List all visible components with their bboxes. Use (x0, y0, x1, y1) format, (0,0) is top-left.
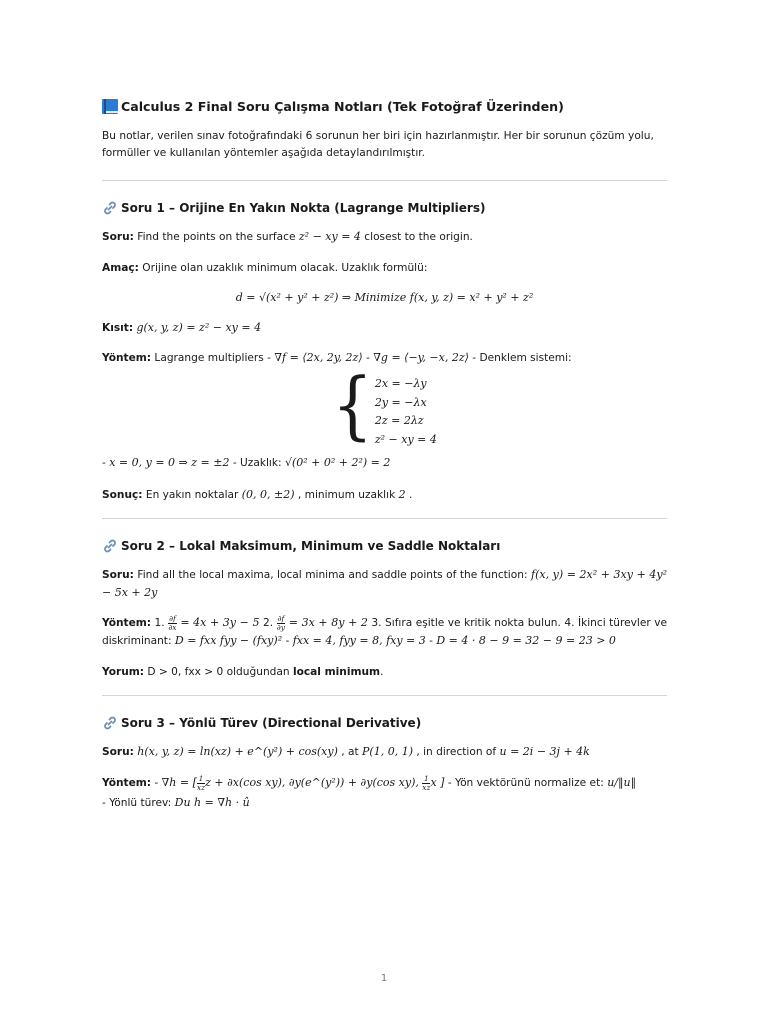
s2-method: Yöntem: 1. $\frac{\partial f}{\partial x}$ = 4x + 3y − 5 2. $\frac{\partial f}{\partial y}$ = 3x + 8y + 2 3. Sıfıra eşitle ve kritik nokta bulun. 4. İkinci türevler ve diskriminant: D = fxx fyy − (fxy)² - fxx = 4, fyy = 8, fxy = 3 - D = 4 · 8 − 9 = 32 − 9 = 23 > 0 (102, 613, 668, 647)
book-icon (102, 99, 118, 114)
section-1-title: Soru 1 – Orijine En Yakın Nokta (Lagrange Multipliers) (121, 201, 486, 215)
section-3-title: Soru 3 – Yönlü Türev (Directional Derivative) (121, 716, 422, 730)
system-row: 2x = −λy (374, 377, 427, 390)
section-divider (102, 518, 667, 519)
s1-equation-system (102, 363, 667, 449)
s1-constraint: Kısıt: g(x, y, z) = z² − xy = 4 (102, 321, 262, 334)
s1-result: - x = 0, y = 0 ⇒ z = ±2 - Uzaklık: √(0² + 0² + 2²) = 2 (102, 456, 391, 469)
link-icon (102, 200, 118, 216)
section-1-heading (102, 197, 667, 219)
section-2-heading (102, 535, 667, 557)
section-divider (102, 695, 667, 696)
s3-method: Yöntem: - ∇h = [ $\frac{1}{xz}$ z + ∂x(cos xy), ∂y(e^(y²)) + ∂y(cos xy), $\frac{1}{xz}$ x ] - Yön vektörünü normalize et: u/‖u‖ - Yönlü türev: Du h = ∇h · û (102, 773, 637, 809)
s1-distance-formula: d = √(x² + y² + z²) ⇒ Minimize f(x, y, z) = x² + y² + z² (235, 291, 534, 304)
link-icon (102, 715, 118, 731)
partial-fraction: $\frac{\partial f}{\partial y}$ (276, 613, 285, 632)
s2-interpretation: Yorum: D > 0, fxx > 0 olduğundan local minimum. (102, 666, 384, 678)
link-icon (102, 538, 118, 554)
intro-paragraph: Bu notlar, verilen sınav fotoğrafındaki 6 sorunun her biri için hazırlanmıştır. Her bir sorunun çözüm yolu, formüller ve kullanılan yöntemler aşağıda detaylandırılmıştır. (102, 130, 654, 159)
partial-fraction: $\frac{\partial f}{\partial x}$ (168, 613, 177, 632)
section-divider (102, 180, 667, 181)
page-number: 1 (380, 973, 388, 984)
section-3-heading (102, 712, 667, 734)
s1-method: Yöntem: Lagrange multipliers - ∇f = ⟨2x, 2y, 2z⟩ - ∇g = ⟨−y, −x, 2z⟩ - Denklem sistemi: (102, 351, 572, 364)
s2-question: Soru: Find all the local maxima, local minima and saddle points of the function: f(x, y) = 2x² + 3xy + 4y² − 5x + 2y (102, 568, 667, 599)
fraction: $\frac{1}{xz}$ (196, 773, 206, 792)
page-title (102, 96, 667, 116)
system-row: 2z = 2λz (374, 414, 424, 427)
section-2-title: Soru 2 – Lokal Maksimum, Minimum ve Saddle Noktaları (121, 539, 501, 553)
system-row: z² − xy = 4 (374, 432, 437, 446)
s1-question: Soru: Find the points on the surface z² − xy = 4 closest to the origin. (102, 230, 473, 243)
left-brace: { (332, 363, 373, 449)
s3-question: Soru: h(x, y, z) = ln(xz) + e^(y²) + cos(xy) , at P(1, 0, 1) , in direction of u = 2i − 3j + 4k (102, 745, 590, 758)
system-row: 2y = −λx (374, 395, 427, 409)
s1-conclusion: Sonuç: En yakın noktalar (0, 0, ±2) , minimum uzaklık 2 . (102, 488, 413, 501)
page-title-text: Calculus 2 Final Soru Çalışma Notları (Tek Fotoğraf Üzerinden) (121, 98, 564, 114)
s1-goal: Amaç: Orijine olan uzaklık minimum olacak. Uzaklık formülü: (102, 262, 428, 274)
fraction: $\frac{1}{xz}$ (422, 773, 431, 792)
document-page (102, 96, 667, 813)
